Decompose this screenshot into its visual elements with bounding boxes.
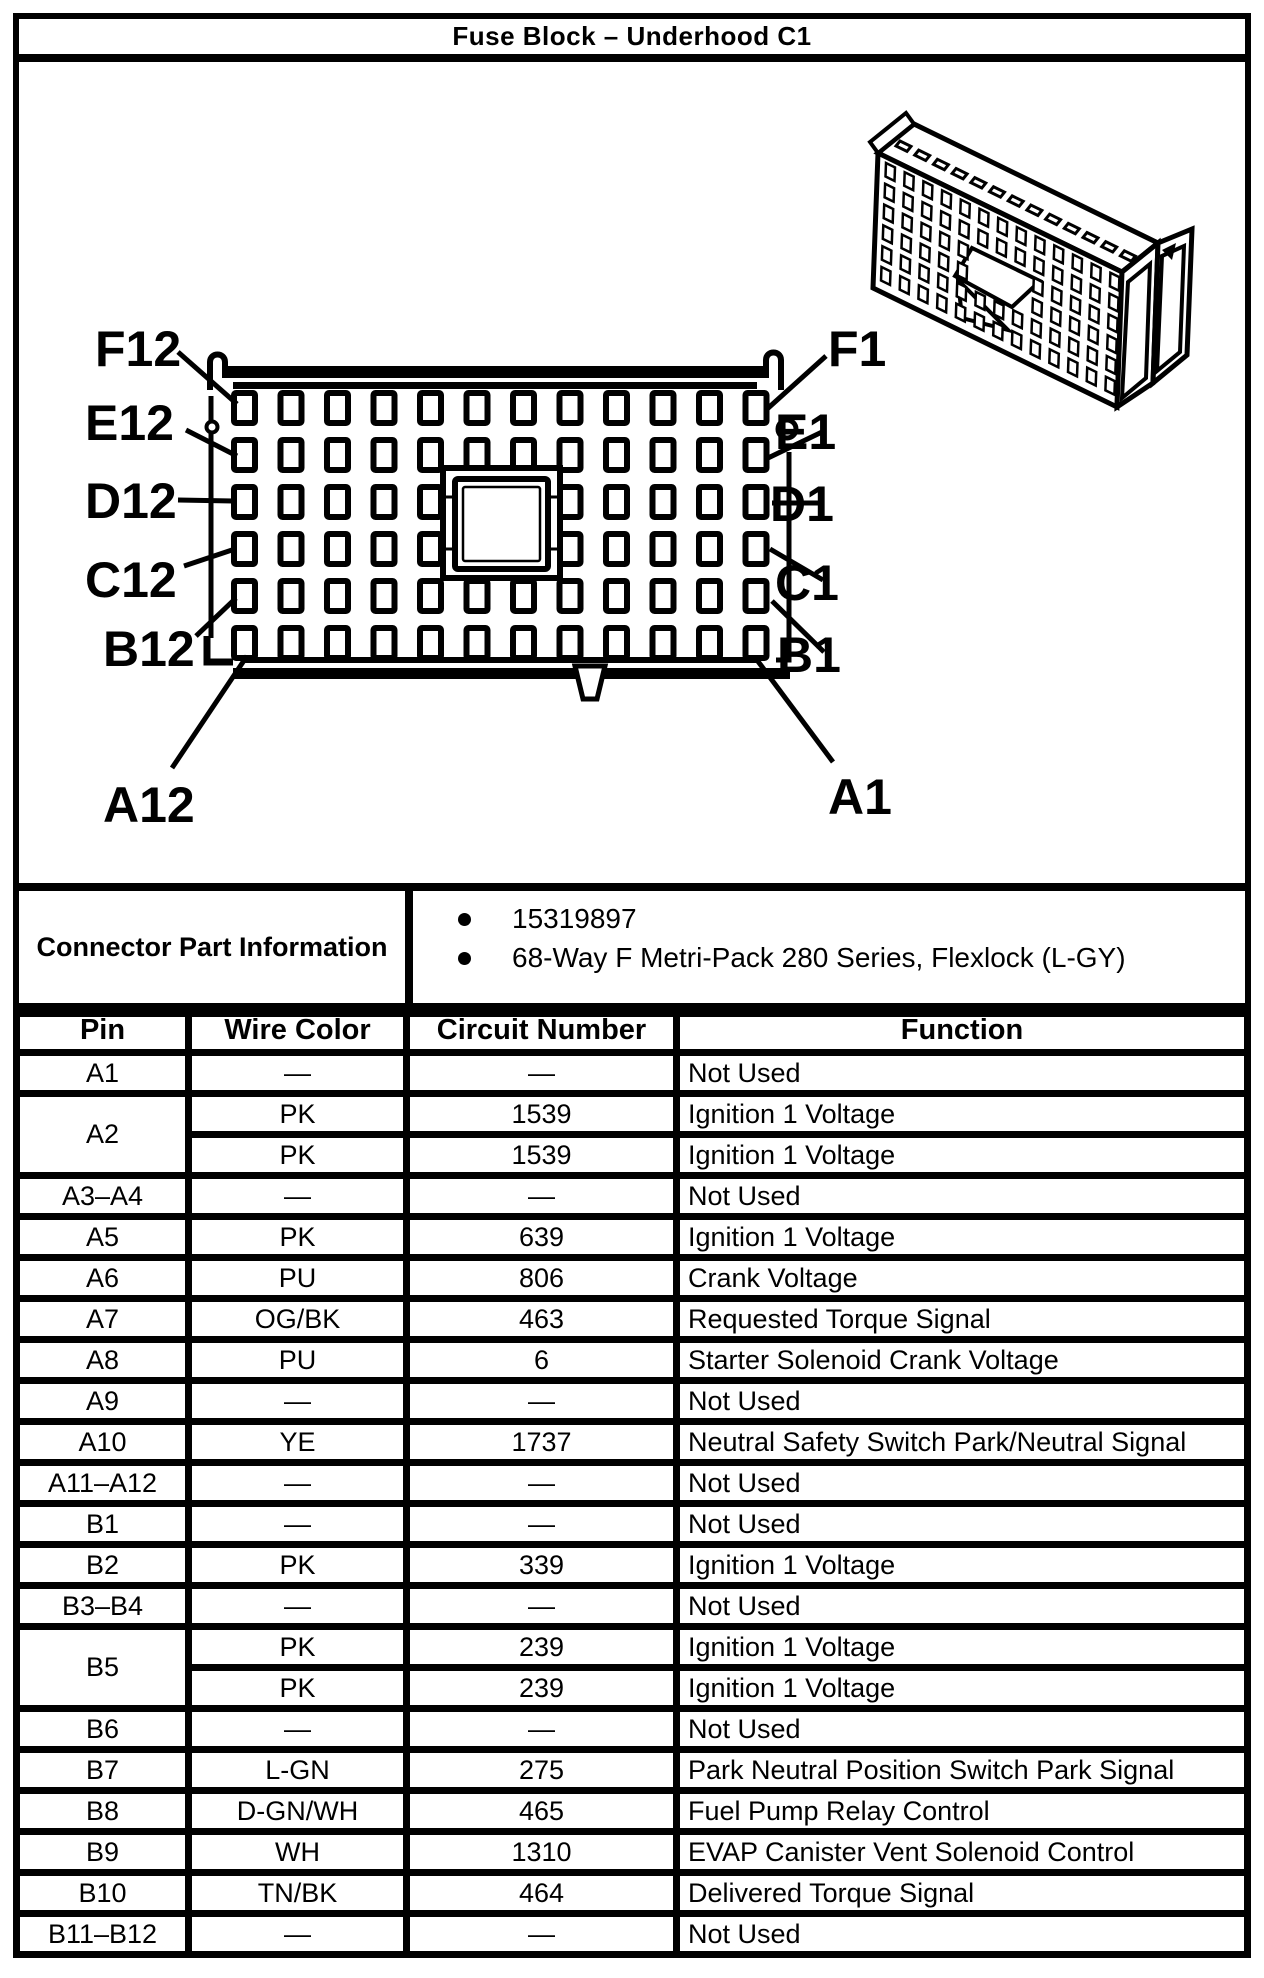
table-row: [17, 1627, 1248, 1668]
wire-color-cell: PK: [189, 1668, 407, 1709]
pin-hole: [653, 487, 674, 517]
pin-hole: [234, 393, 255, 423]
iso-pin-hole: [1105, 377, 1115, 395]
iso-pin-hole: [1090, 284, 1100, 302]
iso-pin-hole: [1089, 305, 1099, 323]
iso-pin-hole: [957, 283, 967, 301]
pin-hole: [746, 393, 767, 423]
pin-hole: [420, 581, 441, 611]
function-cell: Ignition 1 Voltage: [677, 1668, 1248, 1709]
iso-pin-hole: [1088, 347, 1098, 365]
wire-color-cell: PU: [189, 1258, 407, 1299]
function-cell: Crank Voltage: [677, 1258, 1248, 1299]
iso-pin-hole: [923, 181, 933, 199]
pin-hole: [281, 440, 302, 470]
table-row: [17, 1135, 1248, 1176]
pin-hole: [746, 534, 767, 564]
pin-cell: A8: [17, 1340, 189, 1381]
pin-cell: B2: [17, 1545, 189, 1586]
pin-hole: [513, 581, 534, 611]
iso-pin-hole: [882, 246, 892, 264]
pin-hole: [281, 628, 302, 658]
iso-pin-hole: [938, 274, 948, 292]
leader-line: [178, 500, 233, 501]
table-row: [17, 1668, 1248, 1709]
circuit-number-cell: 339: [407, 1545, 677, 1586]
pin-hole: [467, 393, 488, 423]
wire-color-cell: PK: [189, 1627, 407, 1668]
pin-row-label-f1: F1: [828, 321, 887, 377]
wire-color-column-header: Wire Color: [189, 1008, 407, 1053]
circuit-number-cell: 6: [407, 1340, 677, 1381]
face-bottom-notch: [575, 666, 605, 699]
pin-hole: [374, 534, 395, 564]
pin-row-label-a1: A1: [828, 769, 892, 825]
iso-pin-hole: [1071, 296, 1081, 314]
pin-row-label-e1: E1: [775, 404, 837, 460]
wire-color-cell: —: [189, 1709, 407, 1750]
pin-hole: [420, 440, 441, 470]
iso-pin-hole: [1107, 335, 1117, 353]
pin-hole: [746, 581, 767, 611]
pin-hole: [374, 487, 395, 517]
iso-pin-hole: [903, 193, 913, 211]
wire-color-cell: L-GN: [189, 1750, 407, 1791]
function-cell: Not Used: [677, 1176, 1248, 1217]
center-lock: [443, 468, 560, 578]
wire-color-cell: —: [189, 1586, 407, 1627]
page-title-bar: [19, 19, 1245, 62]
circuit-number-cell: —: [407, 1053, 677, 1094]
iso-pin-hole: [1108, 314, 1118, 332]
pin-hole: [653, 393, 674, 423]
circuit-number-cell: 275: [407, 1750, 677, 1791]
wire-color-cell: OG/BK: [189, 1299, 407, 1340]
circuit-number-column-header: Circuit Number: [407, 1008, 677, 1053]
connector-part-info: [19, 891, 1245, 1011]
pin-hole: [606, 440, 627, 470]
pin-function-table: [13, 1004, 1251, 1958]
function-cell: Not Used: [677, 1053, 1248, 1094]
pin-cell: B9: [17, 1832, 189, 1873]
pin-hole: [234, 487, 255, 517]
connector-part-info-label: Connector Part Information: [36, 931, 388, 962]
table-row: [17, 1053, 1248, 1094]
iso-pin-hole: [1072, 275, 1082, 293]
iso-pin-hole: [920, 244, 930, 262]
pin-hole: [513, 393, 534, 423]
wire-color-cell: —: [189, 1914, 407, 1955]
iso-pin-hole: [1012, 331, 1022, 349]
pin-cell: A7: [17, 1299, 189, 1340]
pin-hole: [327, 487, 348, 517]
pin-cell: A3–A4: [17, 1176, 189, 1217]
pin-hole: [234, 628, 255, 658]
function-cell: Starter Solenoid Crank Voltage: [677, 1340, 1248, 1381]
wire-color-cell: —: [189, 1504, 407, 1545]
iso-pin-hole: [921, 223, 931, 241]
connector-isometric-view: [870, 113, 1192, 407]
iso-pin-hole: [993, 322, 1003, 340]
iso-pin-hole: [883, 225, 893, 243]
circuit-number-cell: 463: [407, 1299, 677, 1340]
function-cell: Not Used: [677, 1463, 1248, 1504]
iso-pin-hole: [901, 255, 911, 273]
wire-color-cell: PU: [189, 1340, 407, 1381]
table-row: [17, 1217, 1248, 1258]
function-cell: Neutral Safety Switch Park/Neutral Signal: [677, 1422, 1248, 1463]
pin-column-header: Pin: [17, 1008, 189, 1053]
iso-pin-hole: [881, 267, 891, 285]
connector-diagram-drawing: [19, 62, 1245, 883]
pin-hole: [467, 628, 488, 658]
face-top-right-hook: [766, 353, 781, 391]
iso-pin-hole: [1031, 340, 1041, 358]
iso-pin-hole: [1109, 294, 1119, 312]
iso-pin-hole: [1049, 349, 1059, 367]
connector-part-info-values: [413, 891, 1245, 1003]
pin-hole: [699, 440, 720, 470]
wire-color-cell: WH: [189, 1832, 407, 1873]
wire-color-cell: PK: [189, 1094, 407, 1135]
pin-hole: [699, 628, 720, 658]
pin-cell: A2: [17, 1094, 189, 1176]
pin-hole: [699, 534, 720, 564]
pin-hole: [327, 628, 348, 658]
iso-pin-hole: [1053, 266, 1063, 284]
iso-pin-hole: [902, 235, 912, 253]
pin-cell: B6: [17, 1709, 189, 1750]
pin-hole: [374, 393, 395, 423]
pin-hole: [699, 487, 720, 517]
iso-pin-hole: [978, 230, 988, 248]
part-number: 15319897: [512, 903, 637, 934]
circuit-number-cell: 464: [407, 1873, 677, 1914]
circuit-number-cell: 806: [407, 1258, 677, 1299]
iso-pin-hole: [922, 202, 932, 220]
page-title: Fuse Block – Underhood C1: [452, 21, 812, 51]
function-cell: Delivered Torque Signal: [677, 1873, 1248, 1914]
pin-hole: [513, 628, 534, 658]
pin-cell: A10: [17, 1422, 189, 1463]
pin-row-label-f12: F12: [95, 321, 182, 377]
circuit-number-cell: 465: [407, 1791, 677, 1832]
face-bottom-border: [233, 668, 790, 679]
circuit-number-cell: —: [407, 1709, 677, 1750]
pin-hole: [234, 581, 255, 611]
iso-pin-hole: [1110, 273, 1120, 291]
function-cell: Park Neutral Position Switch Park Signal: [677, 1750, 1248, 1791]
pin-hole: [281, 393, 302, 423]
pin-hole: [653, 440, 674, 470]
pin-row-label-c12: C12: [85, 552, 177, 608]
circuit-number-cell: —: [407, 1381, 677, 1422]
iso-pin-hole: [940, 232, 950, 250]
iso-pin-hole: [998, 218, 1008, 236]
pin-hole: [606, 628, 627, 658]
circuit-number-cell: 639: [407, 1217, 677, 1258]
pin-hole: [560, 581, 581, 611]
function-cell: Not Used: [677, 1381, 1248, 1422]
pin-row-label-a12: A12: [103, 777, 195, 833]
iso-pin-hole: [979, 209, 989, 227]
function-cell: EVAP Canister Vent Solenoid Control: [677, 1832, 1248, 1873]
pin-hole: [467, 581, 488, 611]
iso-pin-hole: [975, 313, 985, 331]
pin-hole: [327, 581, 348, 611]
pin-hole: [420, 628, 441, 658]
table-row: [17, 1463, 1248, 1504]
leader-line: [196, 598, 236, 636]
function-cell: Requested Torque Signal: [677, 1299, 1248, 1340]
pin-hole: [606, 534, 627, 564]
circuit-number-cell: 1310: [407, 1832, 677, 1873]
function-cell: Fuel Pump Relay Control: [677, 1791, 1248, 1832]
iso-pin-hole: [1016, 227, 1026, 245]
table-row: [17, 1750, 1248, 1791]
pin-hole: [281, 534, 302, 564]
circuit-number-cell: 1737: [407, 1422, 677, 1463]
table-row: [17, 1340, 1248, 1381]
circuit-number-cell: —: [407, 1463, 677, 1504]
pin-hole: [699, 581, 720, 611]
connector-type: 68-Way F Metri-Pack 280 Series, Flexlock (L-GY): [512, 942, 1126, 973]
iso-pin-hole: [1013, 310, 1023, 328]
table-row: [17, 1873, 1248, 1914]
iso-pin-hole: [1091, 264, 1101, 282]
iso-pin-hole: [1073, 255, 1083, 273]
iso-pin-hole: [997, 239, 1007, 257]
pin-cell: B5: [17, 1627, 189, 1709]
pin-hole: [327, 534, 348, 564]
pin-row-label-d12: D12: [85, 473, 177, 529]
connector-part-info-header: [19, 891, 413, 1003]
pin-hole: [746, 440, 767, 470]
pin-hole: [374, 628, 395, 658]
iso-pin-hole: [937, 294, 947, 312]
pin-hole: [281, 487, 302, 517]
iso-pin-hole: [1089, 326, 1099, 344]
iso-pin-hole: [941, 211, 951, 229]
iso-pin-hole: [1032, 319, 1042, 337]
circuit-number-cell: —: [407, 1504, 677, 1545]
pin-cell: A9: [17, 1381, 189, 1422]
pin-cell: B1: [17, 1504, 189, 1545]
pin-cell: B10: [17, 1873, 189, 1914]
leader-line: [766, 356, 826, 410]
connector-type-item: [458, 942, 1245, 974]
pin-hole: [327, 440, 348, 470]
table-header-row: [17, 1008, 1248, 1053]
connector-face-view: [172, 352, 833, 768]
iso-pin-hole: [918, 285, 928, 303]
pin-hole: [746, 487, 767, 517]
function-cell: Not Used: [677, 1914, 1248, 1955]
iso-pin-hole: [885, 184, 895, 202]
iso-pin-hole: [958, 262, 968, 280]
function-cell: Not Used: [677, 1504, 1248, 1545]
iso-pin-hole: [1035, 236, 1045, 254]
manual-page-frame: [13, 13, 1251, 1017]
circuit-number-cell: —: [407, 1586, 677, 1627]
pin-hole: [653, 628, 674, 658]
pin-cell: B7: [17, 1750, 189, 1791]
pin-hole: [746, 628, 767, 658]
pin-hole: [327, 393, 348, 423]
wire-color-cell: —: [189, 1381, 407, 1422]
circuit-number-cell: —: [407, 1914, 677, 1955]
table-row: [17, 1094, 1248, 1135]
bullet-icon: [458, 952, 471, 965]
pin-hole: [606, 393, 627, 423]
table-row: [17, 1299, 1248, 1340]
iso-pin-hole: [902, 214, 912, 232]
pin-hole: [606, 487, 627, 517]
circuit-number-cell: 239: [407, 1627, 677, 1668]
iso-pin-hole: [1052, 287, 1062, 305]
pin-hole: [560, 628, 581, 658]
wire-color-cell: PK: [189, 1217, 407, 1258]
pin-hole: [420, 393, 441, 423]
face-bottom-left-corner: [207, 636, 233, 662]
pin-row-label-e12: E12: [85, 395, 174, 451]
table-row: [17, 1381, 1248, 1422]
function-cell: Ignition 1 Voltage: [677, 1627, 1248, 1668]
iso-pin-hole: [975, 292, 985, 310]
pin-hole: [699, 393, 720, 423]
wire-color-cell: —: [189, 1176, 407, 1217]
iso-pin-hole: [1069, 338, 1079, 356]
pin-hole: [420, 487, 441, 517]
iso-pin-hole: [1054, 245, 1064, 263]
bullet-icon: [458, 913, 471, 926]
function-cell: Ignition 1 Voltage: [677, 1094, 1248, 1135]
pin-hole: [560, 393, 581, 423]
pin-hole: [653, 581, 674, 611]
iso-pin-hole: [994, 301, 1004, 319]
iso-pin-hole: [884, 205, 894, 223]
circuit-number-cell: 1539: [407, 1094, 677, 1135]
iso-pin-hole: [919, 265, 929, 283]
table-row: [17, 1914, 1248, 1955]
circuit-number-cell: —: [407, 1176, 677, 1217]
table-row: [17, 1258, 1248, 1299]
pin-hole: [653, 534, 674, 564]
part-number-item: [458, 903, 1245, 935]
iso-pin-hole: [960, 200, 970, 218]
circuit-number-cell: 239: [407, 1668, 677, 1709]
iso-pin-hole: [1050, 329, 1060, 347]
iso-pin-hole: [1033, 278, 1043, 296]
face-bottom-border-inner: [243, 657, 757, 663]
pin-row-label-b1: B1: [777, 627, 841, 683]
iso-pin-hole: [1016, 248, 1026, 266]
wire-color-cell: PK: [189, 1135, 407, 1176]
function-column-header: Function: [677, 1008, 1248, 1053]
pin-cell: A5: [17, 1217, 189, 1258]
iso-pin-hole: [1034, 257, 1044, 275]
table-row: [17, 1791, 1248, 1832]
table-row: [17, 1545, 1248, 1586]
pin-cell: A11–A12: [17, 1463, 189, 1504]
wire-color-cell: YE: [189, 1422, 407, 1463]
pin-hole: [420, 534, 441, 564]
iso-pin-hole: [900, 276, 910, 294]
table-row: [17, 1504, 1248, 1545]
function-cell: Not Used: [677, 1709, 1248, 1750]
iso-pin-hole: [959, 241, 969, 259]
iso-pin-hole: [1051, 308, 1061, 326]
iso-pin-hole: [959, 220, 969, 238]
iso-pin-hole: [904, 172, 914, 190]
iso-pin-hole: [1087, 368, 1097, 386]
table-row: [17, 1832, 1248, 1873]
function-cell: Ignition 1 Voltage: [677, 1545, 1248, 1586]
pin-hole: [234, 534, 255, 564]
wire-color-cell: —: [189, 1053, 407, 1094]
circuit-number-cell: 1539: [407, 1135, 677, 1176]
iso-pin-hole: [1106, 356, 1116, 374]
pin-cell: B3–B4: [17, 1586, 189, 1627]
pin-hole: [374, 581, 395, 611]
pin-hole: [281, 581, 302, 611]
wire-color-cell: PK: [189, 1545, 407, 1586]
function-cell: Ignition 1 Voltage: [677, 1217, 1248, 1258]
connector-diagram: [19, 62, 1245, 891]
face-top-border: [226, 366, 766, 378]
table-row: [17, 1586, 1248, 1627]
pin-row-label-c1: C1: [775, 555, 839, 611]
pin-cell: B8: [17, 1791, 189, 1832]
wire-color-cell: D-GN/WH: [189, 1791, 407, 1832]
index-hole-left: [207, 422, 218, 433]
pin-cell: A1: [17, 1053, 189, 1094]
iso-pin-hole: [1070, 317, 1080, 335]
iso-pin-hole: [939, 253, 949, 271]
iso-pin-hole: [1032, 299, 1042, 317]
iso-pin-hole: [1068, 359, 1078, 377]
pin-cell: A6: [17, 1258, 189, 1299]
function-cell: Not Used: [677, 1586, 1248, 1627]
pin-hole: [374, 440, 395, 470]
wire-color-cell: TN/BK: [189, 1873, 407, 1914]
function-cell: Ignition 1 Voltage: [677, 1135, 1248, 1176]
wire-color-cell: —: [189, 1463, 407, 1504]
iso-pin-hole: [956, 304, 966, 322]
table-row: [17, 1422, 1248, 1463]
iso-pin-hole: [886, 163, 896, 181]
table-row: [17, 1176, 1248, 1217]
iso-pin-hole: [942, 190, 952, 208]
pin-row-label-d1: D1: [770, 476, 834, 532]
table-row: [17, 1709, 1248, 1750]
pin-cell: B11–B12: [17, 1914, 189, 1955]
face-top-border-inner: [233, 382, 757, 389]
pin-row-label-b12: B12: [103, 621, 195, 677]
pin-hole: [606, 581, 627, 611]
